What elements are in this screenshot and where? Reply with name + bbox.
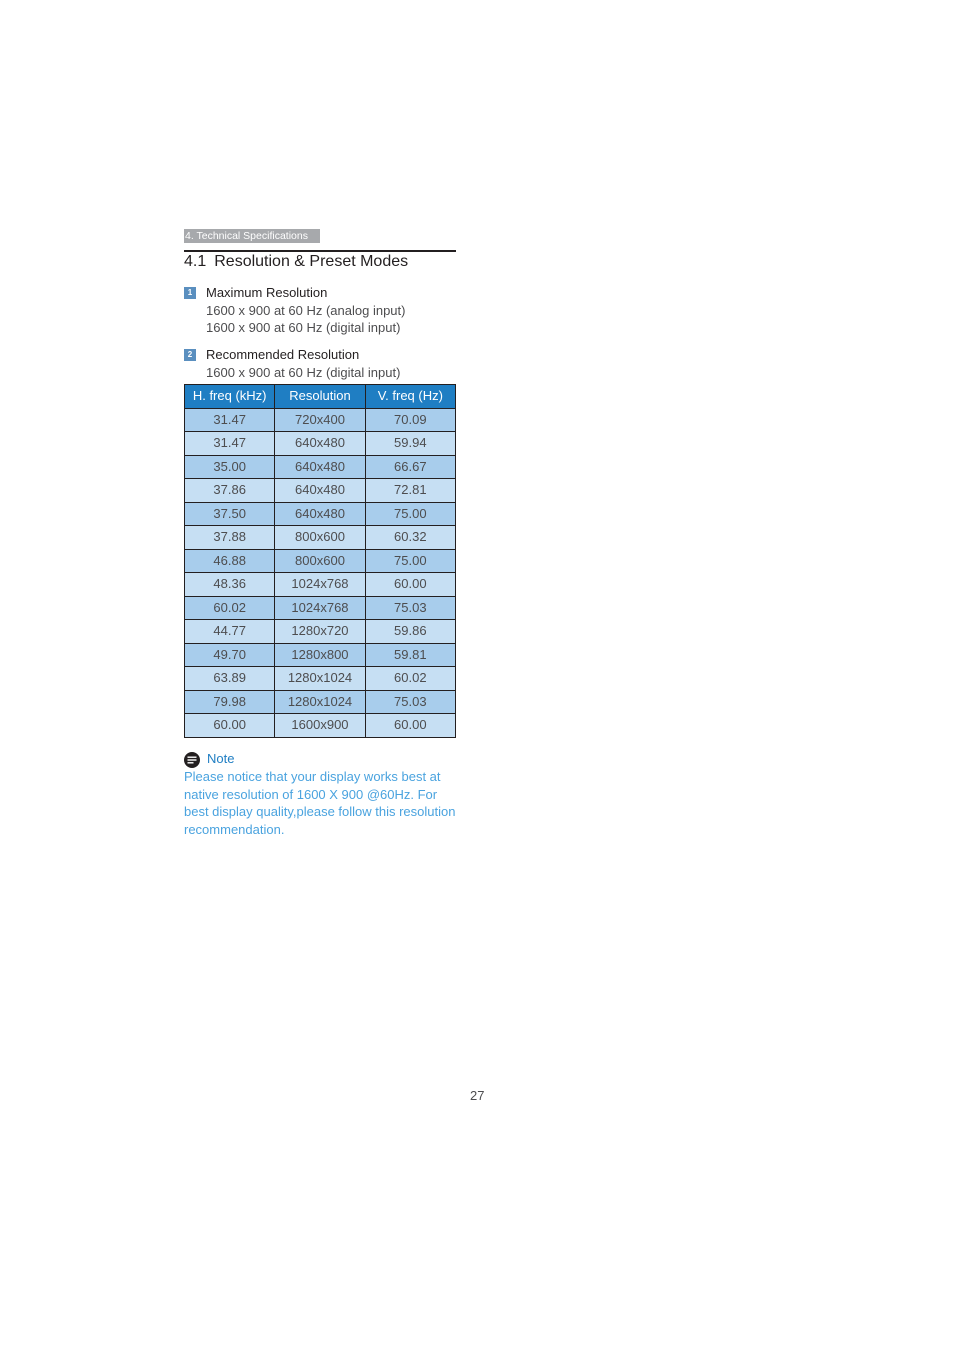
note-line: recommendation.: [184, 821, 285, 837]
title-number: 4.1: [184, 253, 207, 270]
cell-vfreq: 66.67: [365, 455, 455, 479]
table-row: [185, 643, 456, 667]
cell-vfreq: 75.00: [365, 549, 455, 573]
cell-resolution: 1280x1024: [275, 667, 365, 691]
cell-hfreq: 79.98: [185, 690, 275, 714]
cell-hfreq: 31.47: [185, 408, 275, 432]
table-row: [185, 408, 456, 432]
cell-vfreq: 60.00: [365, 573, 455, 597]
item-line: 1600 x 900 at 60 Hz (digital input): [206, 320, 401, 335]
page-number: 27: [470, 1088, 485, 1103]
column-header-resolution: Resolution: [275, 385, 365, 409]
table-row: [185, 479, 456, 503]
column-header-vfreq: V. freq (Hz): [365, 385, 455, 409]
cell-hfreq: 60.02: [185, 596, 275, 620]
cell-vfreq: 59.81: [365, 643, 455, 667]
cell-vfreq: 75.00: [365, 502, 455, 526]
cell-resolution: 1280x720: [275, 620, 365, 644]
section-tab: 4. Technical Specifications: [184, 229, 320, 243]
cell-resolution: 800x600: [275, 549, 365, 573]
note-body: [184, 768, 456, 838]
number-badge: 2: [184, 349, 196, 361]
cell-hfreq: 37.86: [185, 479, 275, 503]
cell-vfreq: 60.00: [365, 714, 455, 738]
number-badge: 1: [184, 287, 196, 299]
cell-vfreq: 72.81: [365, 479, 455, 503]
note-label: Note: [207, 751, 235, 766]
cell-hfreq: 37.50: [185, 502, 275, 526]
cell-hfreq: 37.88: [185, 526, 275, 550]
cell-hfreq: 44.77: [185, 620, 275, 644]
cell-resolution: 1024x768: [275, 596, 365, 620]
item-line: 1600 x 900 at 60 Hz (digital input): [206, 365, 401, 380]
table-row: [185, 690, 456, 714]
cell-resolution: 640x480: [275, 479, 365, 503]
note-icon: [184, 752, 200, 768]
cell-resolution: 1280x800: [275, 643, 365, 667]
table-row: [185, 549, 456, 573]
table-row: [185, 573, 456, 597]
note-line: native resolution of 1600 X 900 @60Hz. For: [184, 786, 438, 802]
table-row: [185, 620, 456, 644]
cell-hfreq: 46.88: [185, 549, 275, 573]
item-line: 1600 x 900 at 60 Hz (analog input): [206, 303, 406, 318]
table-row: [185, 526, 456, 550]
item-heading: Maximum Resolution: [206, 285, 328, 300]
cell-resolution: 640x480: [275, 455, 365, 479]
cell-vfreq: 70.09: [365, 408, 455, 432]
table-body: [185, 408, 456, 737]
cell-hfreq: 48.36: [185, 573, 275, 597]
page-title: [184, 251, 408, 273]
note-line: Please notice that your display works best at: [184, 769, 441, 784]
cell-vfreq: 60.32: [365, 526, 455, 550]
table-row: [185, 714, 456, 738]
cell-resolution: 800x600: [275, 526, 365, 550]
cell-vfreq: 59.86: [365, 620, 455, 644]
cell-hfreq: 49.70: [185, 643, 275, 667]
cell-hfreq: 60.00: [185, 714, 275, 738]
table-row: [185, 502, 456, 526]
cell-vfreq: 59.94: [365, 432, 455, 456]
cell-hfreq: 31.47: [185, 432, 275, 456]
item-heading: Recommended Resolution: [206, 347, 360, 362]
cell-resolution: 640x480: [275, 432, 365, 456]
table-row: [185, 432, 456, 456]
table-header-row: [185, 385, 456, 409]
title-text: Resolution & Preset Modes: [214, 253, 409, 270]
cell-vfreq: 75.03: [365, 690, 455, 714]
preset-modes-table: [184, 384, 456, 738]
table-row: [185, 596, 456, 620]
cell-resolution: 1600x900: [275, 714, 365, 738]
table-row: [185, 455, 456, 479]
cell-hfreq: 63.89: [185, 667, 275, 691]
cell-vfreq: 75.03: [365, 596, 455, 620]
table-row: [185, 667, 456, 691]
cell-hfreq: 35.00: [185, 455, 275, 479]
cell-resolution: 640x480: [275, 502, 365, 526]
column-header-hfreq: H. freq (kHz): [185, 385, 275, 409]
cell-vfreq: 60.02: [365, 667, 455, 691]
cell-resolution: 1280x1024: [275, 690, 365, 714]
cell-resolution: 1024x768: [275, 573, 365, 597]
cell-resolution: 720x400: [275, 408, 365, 432]
note-line: best display quality,please follow this resolution: [184, 804, 456, 819]
